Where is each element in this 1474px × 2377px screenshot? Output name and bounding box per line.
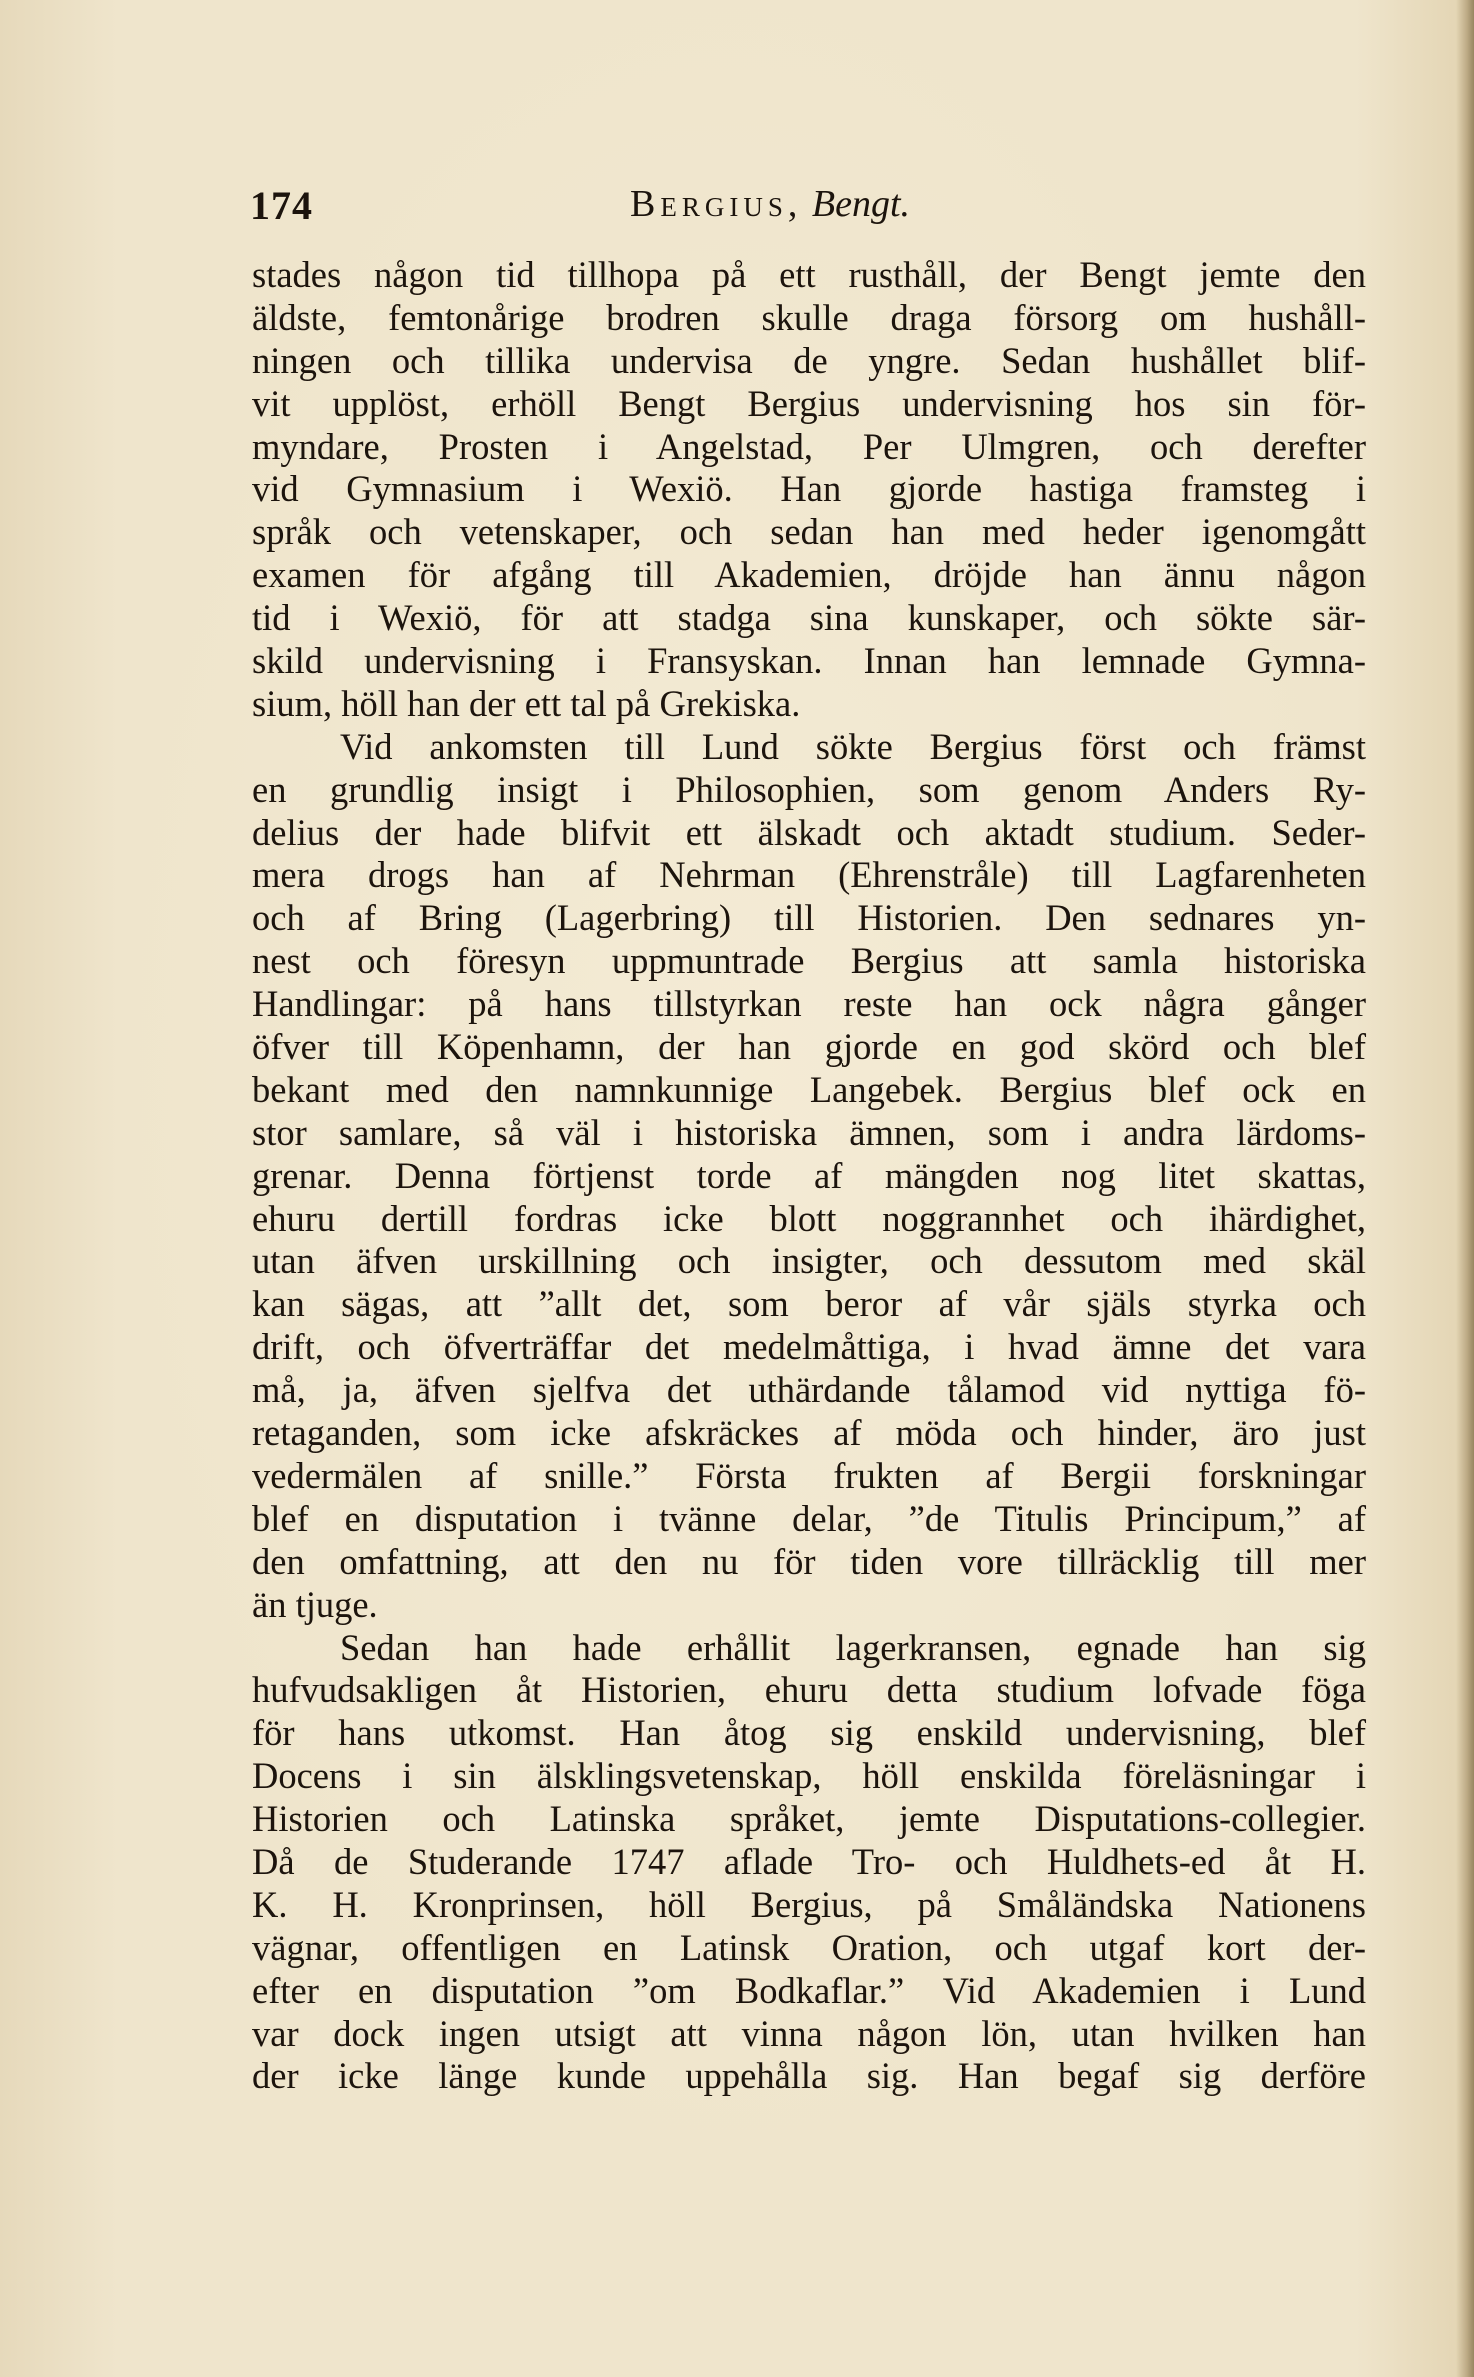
text-line: grenar. Denna förtjenst torde af mängden nog litet skattas,	[252, 1154, 1366, 1196]
text-line: vid Gymnasium i Wexiö. Han gjorde hastiga framsteg i	[252, 468, 1366, 510]
text-line: var dock ingen utsigt att vinna någon lön, utan hvilken han	[252, 2012, 1366, 2054]
text-line: retaganden, som icke afskräckes af möda och hinder, äro just	[252, 1412, 1366, 1454]
text-line: och af Bring (Lagerbring) till Historien. Den sednares yn-	[252, 897, 1366, 939]
text-line: för hans utkomst. Han åtog sig enskild undervisning, blef	[252, 1712, 1366, 1754]
text-line: språk och vetenskaper, och sedan han med heder igenomgått	[252, 511, 1366, 553]
text-line: nest och föresyn uppmuntrade Bergius att samla historiska	[252, 940, 1366, 982]
text-line: stades någon tid tillhopa på ett rusthåll, der Bengt jemte den	[252, 254, 1366, 295]
text-line: stor samlare, så väl i historiska ämnen, som i andra lärdoms-	[252, 1111, 1366, 1153]
text-line: mera drogs han af Nehrman (Ehrenstråle) till Lagfarenheten	[252, 854, 1366, 896]
text-line: vedermälen af snille.” Första frukten af Bergii forskningar	[252, 1454, 1366, 1496]
text-line: vit upplöst, erhöll Bengt Bergius undervisning hos sin för-	[252, 382, 1366, 424]
text-line: kan sägas, att ”allt det, som beror af vår själs styrka och	[252, 1283, 1366, 1325]
text-line: Vid ankomsten till Lund sökte Bergius först och främst	[340, 725, 1366, 767]
text-line: hufvudsakligen åt Historien, ehuru detta studium lofvade föga	[252, 1669, 1366, 1711]
running-title-given-name: Bengt.	[811, 183, 910, 225]
text-line: en grundlig insigt i Philosophien, som genom Anders Ry-	[252, 768, 1366, 810]
text-line: tid i Wexiö, för att stadga sina kunskaper, och sökte sär-	[252, 597, 1366, 639]
text-line: bekant med den namnkunnige Langebek. Bergius blef ock en	[252, 1068, 1366, 1110]
text-line: ehuru dertill fordras icke blott noggrannhet och ihärdighet,	[252, 1197, 1366, 1239]
text-line: må, ja, äfven sjelfva det uthärdande tålamod vid nyttiga fö-	[252, 1369, 1366, 1411]
text-line: drift, och öfverträffar det medelmåttiga, i hvad ämne det vara	[252, 1326, 1366, 1368]
text-line: skild undervisning i Fransyskan. Innan han lemnade Gymna-	[252, 640, 1366, 682]
text-line: efter en disputation ”om Bodkaflar.” Vid Akademien i Lund	[252, 1969, 1366, 2011]
running-title	[630, 182, 910, 226]
text-line: Då de Studerande 1747 aflade Tro- och Huldhets-ed åt H.	[252, 1840, 1366, 1882]
text-line: blef en disputation i tvänne delar, ”de Titulis Principum,” af	[252, 1497, 1366, 1539]
text-line: sium, höll han der ett tal på Grekiska.	[252, 682, 801, 724]
text-line: vägnar, offentligen en Latinsk Oration, och utgaf kort der-	[252, 1926, 1366, 1968]
text-line: Handlingar: på hans tillstyrkan reste han ock några gånger	[252, 983, 1366, 1025]
text-line: äldste, femtonårige brodren skulle draga försorg om hushåll-	[252, 296, 1366, 338]
body-text	[252, 254, 1366, 2098]
text-line: utan äfven urskillning och insigter, och dessutom med skäl	[252, 1240, 1366, 1282]
text-line: öfver till Köpenhamn, der han gjorde en god skörd och blef	[252, 1026, 1366, 1068]
text-line: delius der hade blifvit ett älskadt och aktadt studium. Seder-	[252, 811, 1366, 853]
text-line: der icke länge kunde uppehålla sig. Han begaf sig derföre	[252, 2055, 1366, 2097]
text-line: myndare, Prosten i Angelstad, Per Ulmgren, och derefter	[252, 425, 1366, 467]
text-line: den omfattning, att den nu för tiden vore tillräcklig till mer	[252, 1540, 1366, 1582]
text-line: ningen och tillika undervisa de yngre. Sedan hushållet blif-	[252, 339, 1366, 381]
text-line: Sedan han hade erhållit lagerkransen, egnade han sig	[340, 1626, 1366, 1668]
text-line: Docens i sin älsklingsvetenskap, höll enskilda föreläsningar i	[252, 1755, 1366, 1797]
running-title-surname: Bergius,	[630, 183, 803, 225]
page-number: 174	[250, 183, 313, 228]
text-line: Historien och Latinska språket, jemte Disputations-collegier.	[252, 1798, 1366, 1840]
page-edge-shadow	[1456, 0, 1474, 2377]
running-head	[250, 182, 1110, 242]
text-line: K. H. Kronprinsen, höll Bergius, på Småländska Nationens	[252, 1883, 1366, 1925]
text-line: än tjuge.	[252, 1583, 378, 1625]
text-line: examen för afgång till Akademien, dröjde han ännu någon	[252, 554, 1366, 596]
